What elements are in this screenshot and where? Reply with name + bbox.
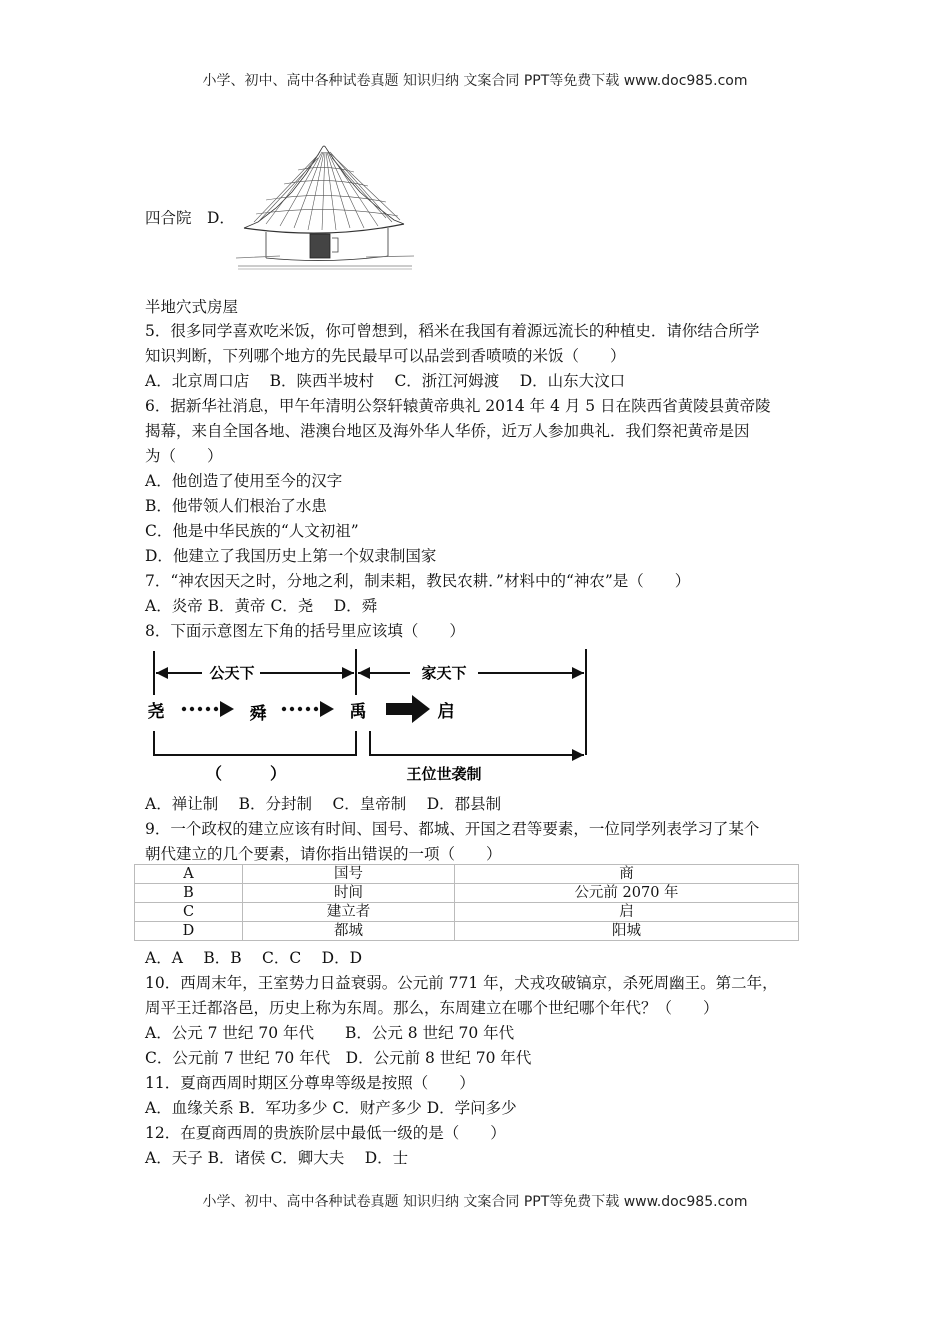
q11-options: A．血缘关系 B．军功多少 C．财产多少 D．学问多少 <box>145 1099 517 1117</box>
label-gongtianxia: 公天下 <box>209 664 255 682</box>
node-yu: 禹 <box>349 702 367 722</box>
q7-options: A．炎帝 B．黄帝 C．尧 D．舜 <box>145 597 378 615</box>
table-cell: 公元前 2070 年 <box>455 884 799 903</box>
thatched-hut-illustration <box>236 140 414 270</box>
q5-stem-line2: 知识判断，下列哪个地方的先民最早可以品尝到香喷喷的米饭（ ） <box>145 347 626 365</box>
table-row <box>135 903 799 922</box>
node-qi: 启 <box>437 702 455 722</box>
succession-diagram <box>142 645 594 785</box>
table-cell: 商 <box>455 865 799 884</box>
q10-stem-line2: 周平王迁都洛邑，历史上称为东周。那么，东周建立在哪个世纪哪个年代？（ ） <box>145 999 719 1017</box>
label-succession: 王位世袭制 <box>406 765 482 783</box>
table-cell: C <box>135 903 243 922</box>
q4-option-d-caption: 半地穴式房屋 <box>145 298 239 316</box>
q6-option-c: C．他是中华民族的“人文初祖” <box>145 522 359 540</box>
q12-stem: 12．在夏商西周的贵族阶层中最低一级的是（ ） <box>145 1124 506 1142</box>
q7-stem: 7．“神农因天之时，分地之利，制耒耜，教民农耕．”材料中的“神农”是（ ） <box>145 572 691 590</box>
q9-stem-line1: 9．一个政权的建立应该有时间、国号、都城、开国之君等要素，一位同学列表学习了某个 <box>145 820 760 838</box>
q4-option-c-text: 四合院 D． <box>145 209 235 227</box>
node-yao: 尧 <box>147 702 165 722</box>
table-cell: D <box>135 922 243 941</box>
table-cell: A <box>135 865 243 884</box>
q10-options-line1: A．公元 7 世纪 70 年代 B．公元 8 世纪 70 年代 <box>145 1024 515 1042</box>
q9-options: A．A B．B C．C D．D <box>145 949 363 967</box>
table-cell: 启 <box>455 903 799 922</box>
table-row <box>135 865 799 884</box>
table-cell: 国号 <box>243 865 455 884</box>
table-cell: 时间 <box>243 884 455 903</box>
q6-option-d: D．他建立了我国历史上第一个奴隶制国家 <box>145 547 437 565</box>
q10-stem-line1: 10．西周末年，王室势力日益衰弱。公元前 771 年，犬戎攻破镐京，杀死周幽王。第二年， <box>145 974 778 992</box>
q6-stem-line2: 揭幕，来自全国各地、港澳台地区及海外华人华侨，近万人参加典礼．我们祭祀黄帝是因 <box>145 422 750 440</box>
page-header: 小学、初中、高中各种试卷真题 知识归纳 文案合同 PPT等免费下载 www.doc985.com <box>202 73 748 89</box>
q6-stem-line1: 6．据新华社消息，甲午年清明公祭轩辕黄帝典礼 2014 年 4 月 5 日在陕西省黄陵县黄帝陵 <box>145 397 771 415</box>
label-jiatianxia: 家天下 <box>421 664 467 682</box>
q11-stem: 11．夏商西周时期区分尊卑等级是按照（ ） <box>145 1074 475 1092</box>
q5-options: A．北京周口店 B．陕西半坡村 C．浙江河姆渡 D．山东大汶口 <box>145 372 626 390</box>
table-row <box>135 922 799 941</box>
table-cell: 都城 <box>243 922 455 941</box>
q12-options: A．天子 B．诸侯 C．卿大夫 D．士 <box>145 1149 409 1167</box>
q9-stem-line2: 朝代建立的几个要素，请你指出错误的一项（ ） <box>145 845 502 863</box>
node-shun: 舜 <box>249 704 267 724</box>
q6-stem-line3: 为（ ） <box>145 447 223 465</box>
q9-table <box>134 864 799 941</box>
q6-option-b: B．他带领人们根治了水患 <box>145 497 327 515</box>
table-cell: 阳城 <box>455 922 799 941</box>
table-row <box>135 884 799 903</box>
q8-options: A．禅让制 B．分封制 C．皇帝制 D．郡县制 <box>145 795 502 813</box>
q10-options-line2: C．公元前 7 世纪 70 年代 D．公元前 8 世纪 70 年代 <box>145 1049 532 1067</box>
q5-stem-line1: 5．很多同学喜欢吃米饭，你可曾想到，稻米在我国有着源远流长的种植史．请你结合所学 <box>145 322 760 340</box>
table-cell: B <box>135 884 243 903</box>
table-cell: 建立者 <box>243 903 455 922</box>
q8-stem: 8．下面示意图左下角的括号里应该填（ ） <box>145 622 465 640</box>
page-footer: 小学、初中、高中各种试卷真题 知识归纳 文案合同 PPT等免费下载 www.doc985.com <box>202 1194 748 1210</box>
bracket-blank: （ ） <box>205 764 287 783</box>
q6-option-a: A．他创造了使用至今的汉字 <box>145 472 343 490</box>
